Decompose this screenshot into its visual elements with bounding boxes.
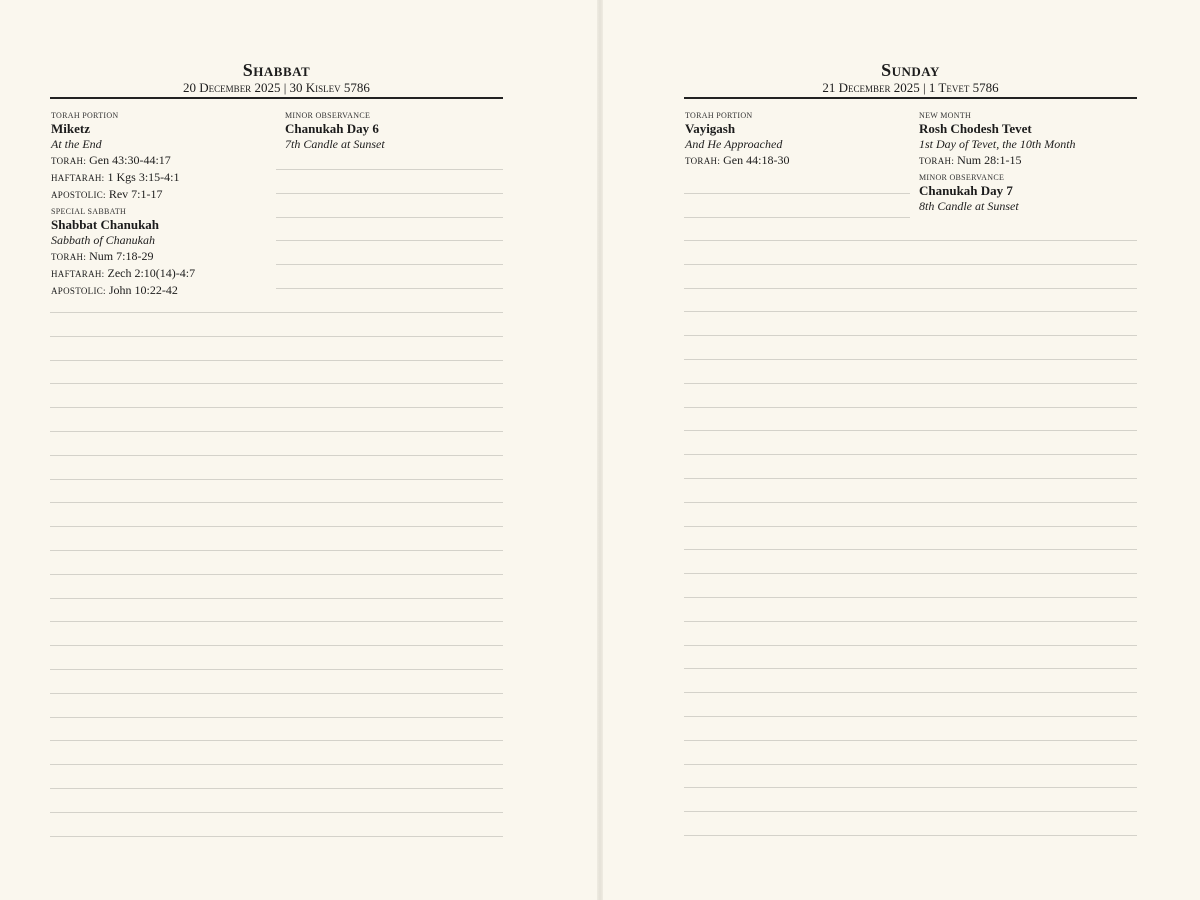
writing-line (50, 598, 503, 599)
writing-line (50, 383, 503, 384)
observance-block (685, 111, 905, 169)
reading-value: Rev 7:1-17 (108, 187, 163, 201)
writing-line (684, 335, 1137, 336)
reading-key: HAFTARAH: (51, 269, 105, 279)
reading-ref (51, 282, 271, 299)
reading-key: APOSTOLIC: (51, 190, 106, 200)
writing-line (684, 668, 1137, 669)
writing-line (50, 764, 503, 765)
writing-line (50, 455, 503, 456)
reading-ref (51, 248, 271, 265)
writing-line (684, 264, 1137, 265)
writing-line (684, 811, 1137, 812)
reading-key: TORAH: (685, 156, 721, 166)
writing-line (684, 193, 910, 194)
block-label: TORAH PORTION (685, 111, 753, 120)
reading-ref (685, 152, 905, 169)
writing-line (684, 835, 1137, 836)
reading-value: Num 28:1-15 (957, 153, 1022, 167)
observance-block (919, 111, 1139, 169)
writing-line (684, 311, 1137, 312)
reading-key: APOSTOLIC: (51, 286, 106, 296)
writing-line (684, 692, 1137, 693)
block-title: Vayigash (685, 121, 736, 136)
block-subtitle: Sabbath of Chanukah (51, 233, 155, 247)
reading-ref (51, 265, 271, 282)
block-label: TORAH PORTION (51, 111, 119, 120)
writing-line (50, 312, 503, 313)
writing-line (50, 645, 503, 646)
writing-line (276, 288, 503, 289)
block-title: Rosh Chodesh Tevet (919, 121, 1032, 136)
writing-line (50, 336, 503, 337)
block-subtitle: 1st Day of Tevet, the 10th Month (919, 137, 1076, 151)
date-line: 21 December 2025 | 1 Tevet 5786 (822, 80, 999, 95)
reading-value: John 10:22-42 (108, 283, 178, 297)
right-page (684, 0, 1137, 900)
writing-line (276, 264, 503, 265)
left-column (685, 111, 905, 173)
block-subtitle: 7th Candle at Sunset (285, 137, 385, 151)
reading-value: 1 Kgs 3:15-4:1 (107, 170, 180, 184)
writing-line (684, 716, 1137, 717)
block-label: NEW MONTH (919, 111, 972, 120)
block-subtitle: 8th Candle at Sunset (919, 199, 1019, 213)
day-header (50, 60, 503, 96)
writing-line (50, 693, 503, 694)
writing-line (684, 407, 1137, 408)
block-label: MINOR OBSERVANCE (285, 111, 371, 120)
book-gutter (597, 0, 603, 900)
header-rule (684, 97, 1137, 99)
writing-line (684, 597, 1137, 598)
writing-line (50, 502, 503, 503)
writing-line (50, 550, 503, 551)
writing-line (50, 431, 503, 432)
writing-line (684, 288, 1137, 289)
header-rule (50, 97, 503, 99)
block-title: Shabbat Chanukah (51, 217, 160, 232)
writing-line (684, 621, 1137, 622)
reading-value: Gen 44:18-30 (723, 153, 790, 167)
reading-key: TORAH: (51, 156, 87, 166)
day-name: Shabbat (242, 60, 311, 80)
left-column (51, 111, 271, 303)
reading-ref (51, 152, 271, 169)
writing-line (684, 764, 1137, 765)
reading-value: Gen 43:30-44:17 (89, 153, 171, 167)
block-label: MINOR OBSERVANCE (919, 173, 1005, 182)
day-name: Sunday (881, 60, 940, 80)
date-line: 20 December 2025 | 30 Kislev 5786 (183, 80, 370, 95)
left-page (50, 0, 503, 900)
right-column (919, 111, 1139, 218)
reading-ref (51, 169, 271, 186)
block-title: Miketz (51, 121, 90, 136)
writing-line (50, 526, 503, 527)
writing-line (684, 573, 1137, 574)
right-column (285, 111, 505, 156)
writing-line (684, 240, 1137, 241)
writing-line (50, 621, 503, 622)
writing-line (50, 812, 503, 813)
writing-line (276, 169, 503, 170)
writing-line (50, 479, 503, 480)
writing-line (50, 574, 503, 575)
observance-block (51, 111, 271, 203)
writing-line (684, 478, 1137, 479)
writing-line (684, 645, 1137, 646)
reading-value: Num 7:18-29 (89, 249, 154, 263)
reading-ref (51, 186, 271, 203)
writing-line (684, 787, 1137, 788)
reading-value: Zech 2:10(14)-4:7 (107, 266, 196, 280)
writing-line (684, 502, 1137, 503)
writing-line (684, 454, 1137, 455)
writing-line (684, 549, 1137, 550)
writing-line (276, 217, 503, 218)
block-subtitle: At the End (51, 137, 102, 151)
writing-line (684, 430, 1137, 431)
block-subtitle: And He Approached (685, 137, 783, 151)
reading-key: TORAH: (51, 252, 87, 262)
writing-line (276, 193, 503, 194)
writing-line (50, 360, 503, 361)
observance-block (285, 111, 505, 152)
writing-line (50, 740, 503, 741)
observance-block (919, 173, 1139, 214)
writing-line (50, 407, 503, 408)
observance-block (51, 207, 271, 299)
reading-ref (919, 152, 1139, 169)
writing-line (684, 217, 910, 218)
writing-line (50, 717, 503, 718)
block-title: Chanukah Day 6 (285, 121, 379, 136)
reading-key: TORAH: (919, 156, 955, 166)
reading-key: HAFTARAH: (51, 173, 105, 183)
day-header (684, 60, 1137, 96)
writing-line (50, 669, 503, 670)
writing-line (276, 240, 503, 241)
writing-line (50, 836, 503, 837)
writing-line (684, 383, 1137, 384)
block-label: SPECIAL SABBATH (51, 207, 127, 216)
writing-line (684, 740, 1137, 741)
writing-line (50, 788, 503, 789)
block-title: Chanukah Day 7 (919, 183, 1013, 198)
writing-line (684, 359, 1137, 360)
writing-line (684, 526, 1137, 527)
